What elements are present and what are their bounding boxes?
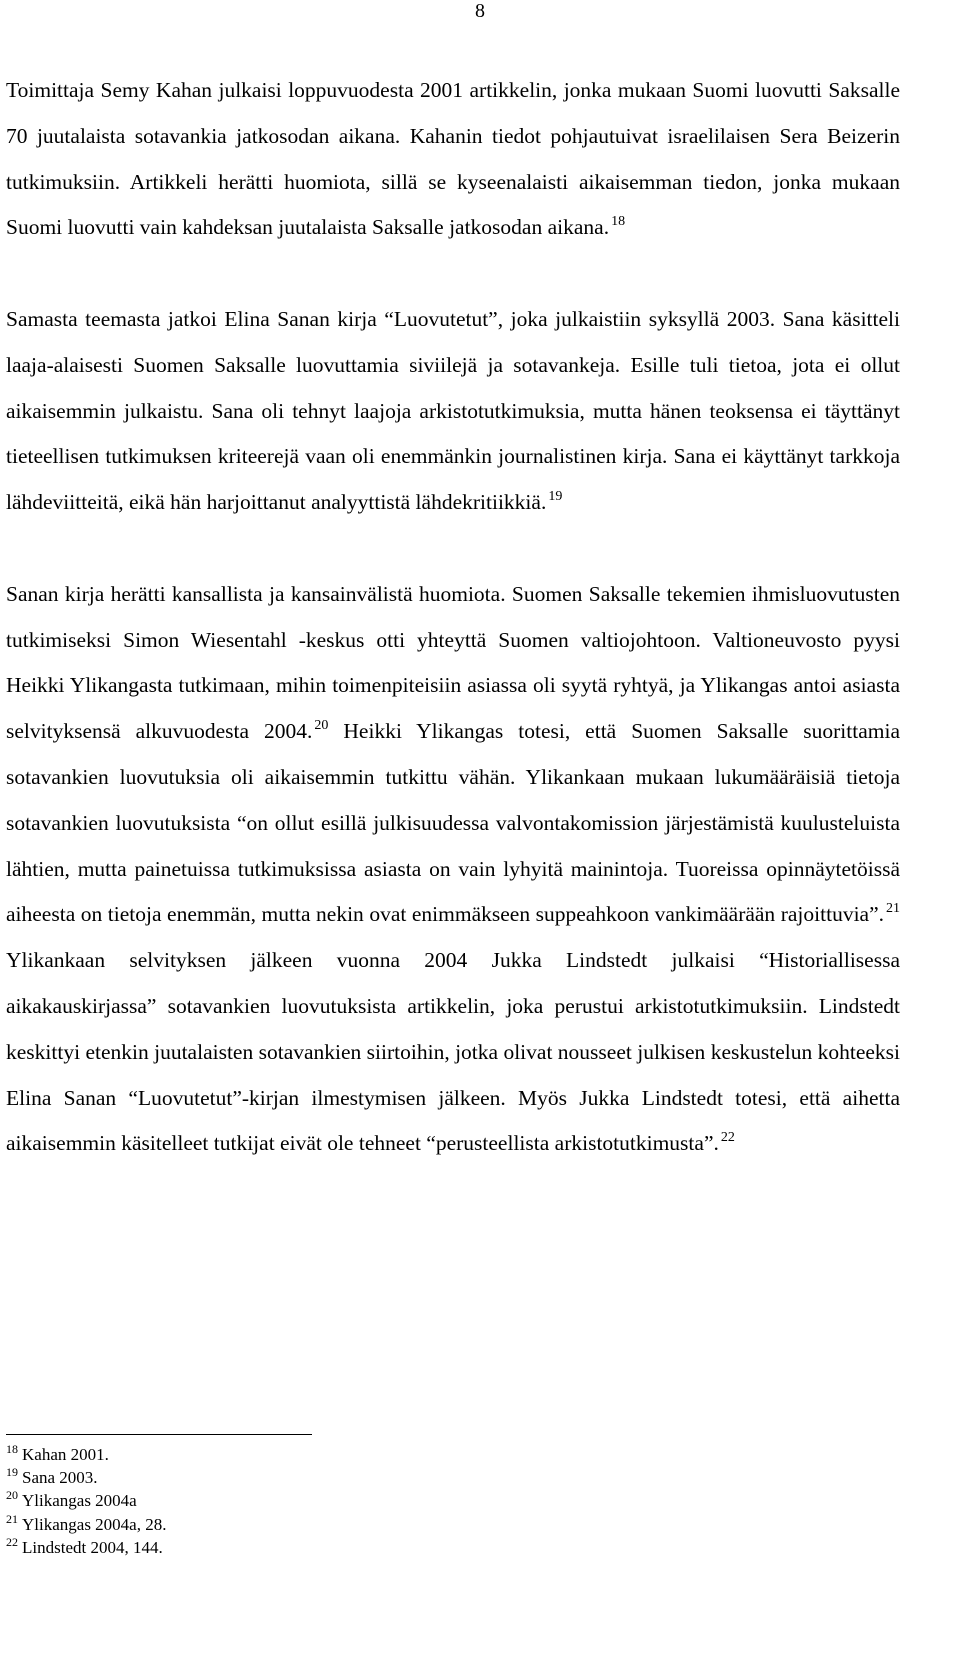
body-text — [6, 68, 900, 1167]
footnote-item — [6, 1466, 166, 1489]
footnote-item — [6, 1443, 166, 1466]
footnote-ref[interactable]: 18 — [611, 214, 626, 230]
footnote-number: 18 — [6, 1442, 18, 1456]
paragraph-text: Ylikankaan selvityksen jälkeen vuonna 2004 Jukka Lindstedt julkaisi “Historiallisessa aikakauskirjassa” sotavankien luovutuksista artikkelin, joka perustui arkistotutkimuksiin. Lindstedt keskittyi etenkin juutalaisten sotavankien siirtoihin, jotka olivat nousseet julkisen keskustelun kohteeksi Elina Sanan “Luovutetut”-kirjan ilmestymisen jälkeen. Myös Jukka Lindstedt totesi, että aihetta aikaisemmin käsitelleet tutkijat eivät ole tehneet “perusteellista arkistotutkimusta”. — [6, 948, 900, 1156]
footnote-number: 20 — [6, 1488, 18, 1503]
footnote-number: 21 — [6, 1511, 18, 1526]
footnote-item — [6, 1536, 166, 1559]
footnote-text: Ylikangas 2004a, 28. — [22, 1514, 167, 1534]
footnote-number: 19 — [6, 1465, 18, 1480]
footnote-item — [6, 1489, 166, 1512]
paragraph-3 — [6, 572, 900, 1167]
footnote-separator — [6, 1434, 312, 1435]
page-number: 8 — [475, 0, 485, 22]
paragraph-1 — [6, 68, 900, 251]
footnote-item — [6, 1513, 166, 1536]
footnote-text: Ylikangas 2004a — [22, 1491, 137, 1511]
footnote-ref[interactable]: 21 — [886, 901, 900, 917]
footnotes — [6, 1443, 166, 1559]
paragraph-2 — [6, 297, 900, 526]
footnote-text: Lindstedt 2004, 144. — [22, 1537, 163, 1557]
footnote-number: 22 — [6, 1534, 18, 1549]
footnote-text: Sana 2003. — [22, 1468, 98, 1488]
paragraph-text: Samasta teemasta jatkoi Elina Sanan kirja “Luovutetut”, joka julkaistiin syksyllä 2003. Sana käsitteli laaja-alaisesti Suomen Saksalle luovuttamia siviilejä ja sotavankeja. Esille tuli tietoa, jota ei ollut aikaisemmin julkaistu. Sana oli tehnyt laajoja arkistotutkimuksia, mutta hänen teoksensa ei täyttänyt tieteellisen tutkimuksen kriteerejä vaan oli enemmänkin journalistinen kirja. Sana ei käyttänyt tarkkoja lähdeviitteitä, eikä hän harjoittanut analyyttistä lähdekritiikkiä. — [6, 306, 900, 515]
footnote-text: Kahan 2001. — [22, 1445, 109, 1464]
paragraph-text: Sanan kirja herätti kansallista ja kansainvälistä huomiota. Suomen Saksalle tekemien ihmisluovutusten tutkimiseksi Simon Wiesentahl -keskus otti yhteyttä Suomen valtiojohtoon. Valtioneuvosto pyysi Heikki Ylikangasta tutkimaan, mihin toimenpiteisiin asiassa oli syytä ryhtyä, ja Ylikangas antoi asiasta selvityksensä alkuvuodesta 2004. — [6, 581, 900, 744]
footnote-ref[interactable]: 19 — [548, 489, 563, 505]
paragraph-text: Toimittaja Semy Kahan julkaisi loppuvuodesta 2001 artikkelin, jonka mukaan Suomi luovutti Saksalle 70 juutalaista sotavankia jatkosodan aikana. Kahanin tiedot pohjautuivat israelilaisen Sera Beizerin tutkimuksiin. Artikkeli herätti huomiota, sillä se kyseenalaisti aikaisemman tiedon, jonka mukaan Suomi luovutti vain kahdeksan juutalaista Saksalle jatkosodan aikana. — [6, 78, 900, 240]
paragraph-text: Heikki Ylikangas totesi, että Suomen Saksalle suorittamia sotavankien luovutuksia oli aikaisemmin tutkittu vähän. Ylikankaan mukaan lukumääräisiä tietoja sotavankien luovutuksista “on ollut esillä julkisuudessa valvontakomission järjestämistä kuulusteluista lähtien, mutta painetuissa tutkimuksissa asiasta on vain lyhyitä mainintoja. Tuoreissa opinnäytetöissä aiheesta on tietoja enemmän, mutta nekin ovat enimmäkseen suppeahkoon vankimäärään rajoittuvia”. — [6, 719, 900, 927]
footnote-ref[interactable]: 20 — [314, 718, 329, 734]
footnote-ref[interactable]: 22 — [720, 1130, 735, 1146]
